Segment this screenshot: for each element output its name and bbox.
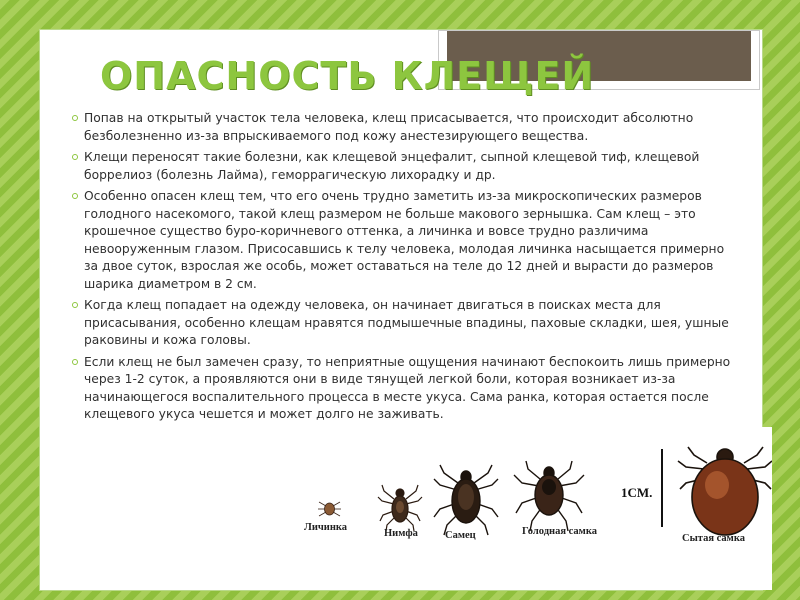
bullet-item	[72, 149, 742, 184]
bullet-item	[72, 110, 742, 145]
bullet-item	[72, 354, 742, 424]
bullet-dot-icon	[72, 115, 78, 121]
nymph-label: Нимфа	[384, 528, 418, 539]
bullet-dot-icon	[72, 193, 78, 199]
hungry-female-label: Голодная самка	[522, 526, 597, 537]
bullet-dot-icon	[72, 302, 78, 308]
bullet-text: Когда клещ попадает на одежду человека, он начинает двигаться в поисках места для присасывания, особенно клещам нравятся подмышечные впадины, паховые складки, шея, ушные раковины и кожа головы.	[84, 298, 729, 347]
bullet-dot-icon	[72, 359, 78, 365]
male-label: Самец	[445, 530, 476, 541]
scale-label: 1СМ.	[621, 485, 653, 500]
fed-female-label: Сытая самка	[682, 533, 745, 544]
hungry-female-tick-icon	[514, 461, 584, 531]
fed-female-tick-icon	[678, 447, 772, 535]
larva-label: Личинка	[304, 522, 348, 533]
larva-tick-icon	[318, 502, 341, 516]
bullet-item	[72, 188, 742, 293]
tick-stages-image	[282, 427, 772, 590]
male-tick-icon	[434, 465, 498, 535]
bullet-text: Клещи переносят такие болезни, как клещевой энцефалит, сыпной клещевой тиф, клещевой боррелиоз (болезнь Лайма), геморрагическую лихорадку и др.	[84, 150, 700, 182]
tick-stages-illustration	[282, 427, 772, 590]
bullet-dot-icon	[72, 154, 78, 160]
bullet-text: Если клещ не был замечен сразу, то неприятные ощущения начинают беспокоить лишь примерно через 1-2 суток, а проявляются они в виде тянущей легкой боли, которая возникает из-за начинающегося воспалительного процесса в месте укуса. Сама ранка, которая остается после клещевого укуса чешется и может долго не заживать.	[84, 354, 731, 421]
bullet-text: Особенно опасен клещ тем, что его очень трудно заметить из-за микроскопических размеров голодного насекомого, такой клещ размером не больше макового зернышка. Сам клещ – это крошечное существо буро-коричневого оттенка, а личинка и вовсе трудно различима невооруженным глазом. Присосавшись к телу человека, молодая личинка насыщается примерно за двое суток, взрослая же особь, может оставаться на теле до 12 дней и вырасти до размеров шарика диаметром в 2 см.	[84, 189, 725, 291]
bullet-text: Попав на открытый участок тела человека, клещ присасывается, что происходит абсолютно безболезненно из-за впрыскиваемого под кожу анестезирующего вещества.	[84, 111, 694, 143]
slide-title: ОПАСНОСТЬ КЛЕЩЕЙ	[100, 54, 595, 98]
bullet-list	[72, 110, 742, 428]
bullet-item	[72, 297, 742, 350]
nymph-tick-icon	[378, 485, 422, 531]
